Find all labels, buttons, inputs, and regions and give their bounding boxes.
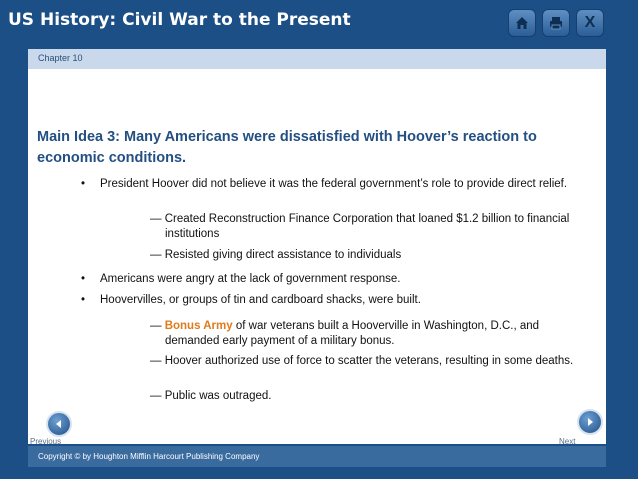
previous-arrow-icon <box>54 419 64 429</box>
print-icon <box>548 15 564 31</box>
copyright-text: Copyright © by Houghton Mifflin Harcourt Publishing Company <box>38 452 260 461</box>
close-icon: X <box>584 14 596 31</box>
next-arrow-icon <box>585 417 595 427</box>
app-title: US History: Civil War to the Present <box>8 10 351 30</box>
bullet-text: Americans were angry at the lack of government response. <box>100 273 401 285</box>
chapter-bar <box>28 49 606 69</box>
sub-item: — Resisted giving direct assistance to individuals <box>150 249 402 261</box>
slide-content <box>28 69 606 444</box>
sub-item: — Hoover authorized use of force to scatter the veterans, resulting in some deaths. <box>150 355 574 367</box>
bullet-item <box>81 272 580 287</box>
bullet-icon: • <box>81 178 86 190</box>
sub-prefix: — <box>150 320 165 332</box>
home-button[interactable] <box>508 9 536 37</box>
bullet-icon: • <box>81 294 86 306</box>
bullet-text: Hoovervilles, or groups of tin and cardboard shacks, were built. <box>100 294 421 306</box>
sub-item <box>150 319 575 349</box>
close-button[interactable] <box>576 9 604 37</box>
print-button[interactable] <box>542 9 570 37</box>
sub-item: — Created Reconstruction Finance Corporation that loaned $1.2 billion to financial institutions <box>150 213 570 240</box>
sub-item: — Public was outraged. <box>150 390 272 402</box>
main-idea-heading: Main Idea 3: Many Americans were dissatisfied with Hoover’s reaction to economic conditions. <box>37 129 537 166</box>
bullet-text: President Hoover did not believe it was the federal government’s role to provide direct relief. <box>100 178 568 190</box>
bullet-item <box>81 177 580 192</box>
next-label[interactable]: Next <box>559 437 576 446</box>
bonus-army-link[interactable]: Bonus Army <box>164 320 233 332</box>
chapter-label: Chapter 10 <box>38 53 83 63</box>
next-button[interactable] <box>577 409 603 435</box>
sub-text: of war veterans built a Hooverville in Washington, D.C., and demanded early payment of a military bonus. <box>165 320 540 347</box>
home-icon <box>514 15 530 31</box>
previous-label[interactable]: Previous <box>30 437 62 446</box>
bullet-item <box>81 293 580 308</box>
footer-bar <box>28 446 606 467</box>
toolbar <box>508 9 604 37</box>
previous-button[interactable] <box>46 411 72 437</box>
bullet-icon: • <box>81 273 86 285</box>
